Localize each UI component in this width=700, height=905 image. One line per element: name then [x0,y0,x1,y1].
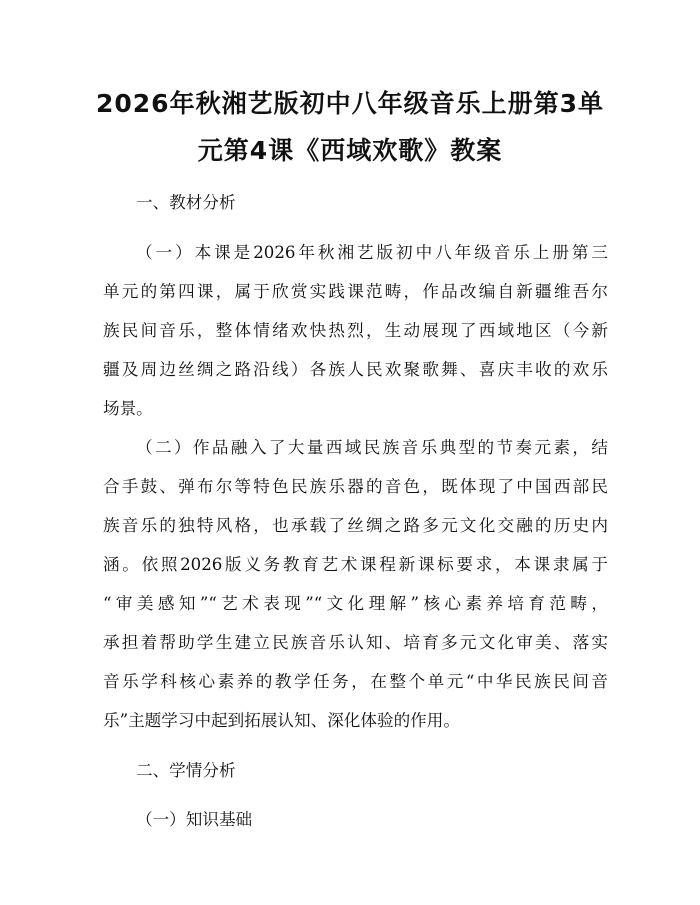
section-heading-learner-analysis: 二、学情分析 [136,761,236,780]
paragraph-2-line-1: （二）作品融入了大量西域民族音乐典型的节奏元素，结 [136,438,608,457]
paragraph-1-line-2: 单元的第四课，属于欣赏实践课范畴，作品改编自新疆维吾尔 [103,282,608,301]
paragraph-2-line-8: 乐”主题学习中起到拓展认知、深化体验的作用。 [103,711,460,730]
paragraph-2-line-4: 涵。依照2026版义务教育艺术课程新课标要求，本课隶属于 [103,555,608,574]
paragraph-2-line-2: 合手鼓、弹布尔等特色民族乐器的音色，既体现了中国西部民 [103,477,608,496]
document-title-line-1: 2026年秋湘艺版初中八年级音乐上册第3单 [96,89,604,118]
paragraph-1-line-4: 疆及周边丝绸之路沿线）各族人民欢聚歌舞、喜庆丰收的欢乐 [103,360,608,379]
section-heading-textbook-analysis: 一、教材分析 [136,193,236,212]
paragraph-1-line-1: （一）本课是2026年秋湘艺版初中八年级音乐上册第三 [136,243,608,262]
paragraph-1-line-5: 场景。 [103,399,153,418]
paragraph-1-line-3: 族民间音乐，整体情绪欢快热烈，生动展现了西域地区（今新 [103,321,608,340]
paragraph-2-line-5: “审美感知”“艺术表现”“文化理解”核心素养培育范畴， [103,594,608,613]
subheading-knowledge-foundation: （一）知识基础 [136,810,253,829]
paragraph-2-line-7: 音乐学科核心素养的教学任务，在整个单元“中华民族民间音 [103,672,608,691]
paragraph-2-line-3: 族音乐的独特风格，也承载了丝绸之路多元文化交融的历史内 [103,516,608,535]
paragraph-2-line-6: 承担着帮助学生建立民族音乐认知、培育多元文化审美、落实 [103,633,608,652]
document-title-line-2: 元第4课《西域欢歌》教案 [197,136,503,165]
